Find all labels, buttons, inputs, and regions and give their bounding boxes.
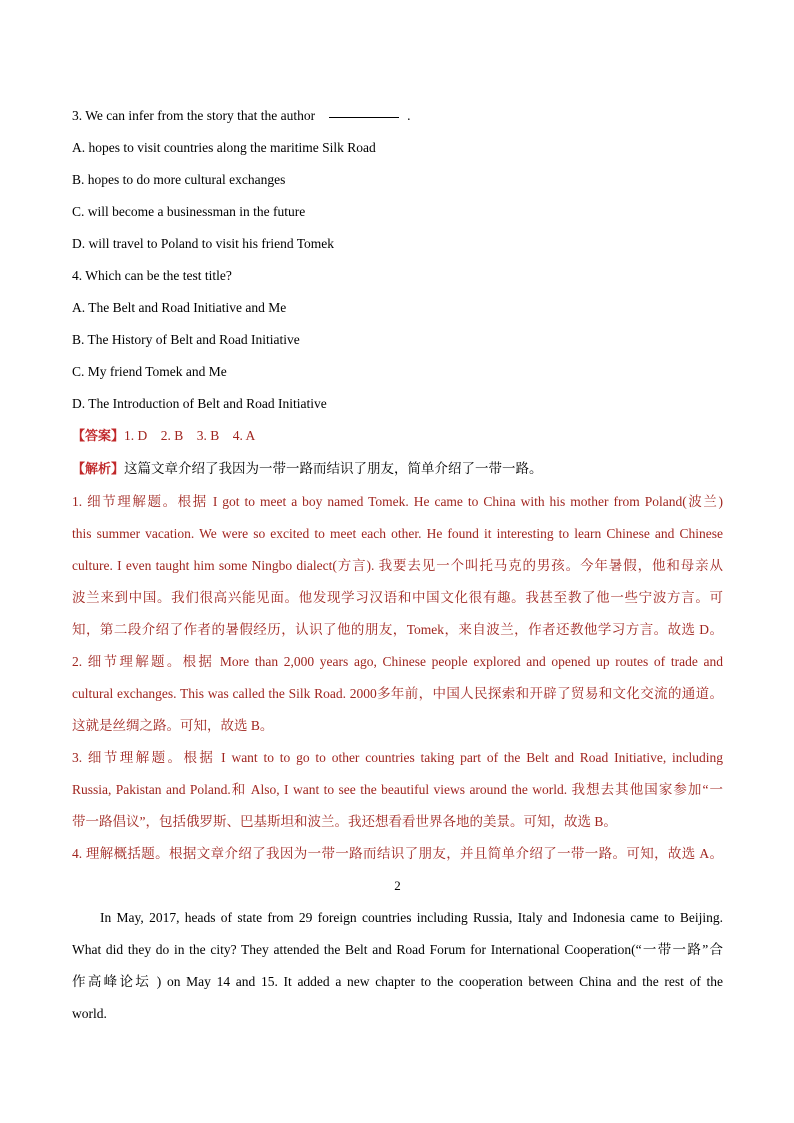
document-page <box>72 100 723 1030</box>
analysis-item-4 <box>72 838 723 870</box>
analysis-intro-text: 这篇文章介绍了我因为一带一路而结识了朋友，简单介绍了一带一路。 <box>124 461 543 476</box>
analysis-line: 1. 细节理解题。根据 I got to meet a boy named Tomek. He came to China with his mother from Poland(波兰) <box>72 494 723 509</box>
passage-line: What did they do in the city? They attended the Belt and Road Forum for International Cooperation(“一带一路”合 <box>72 942 723 957</box>
passage-line: world. <box>72 1006 107 1021</box>
answer-text: 1. D 2. B 3. B 4. A <box>124 428 256 443</box>
analysis-intro <box>72 453 723 486</box>
answer-blank <box>329 116 399 118</box>
answer-key <box>72 420 723 453</box>
analysis-item-3 <box>72 742 723 838</box>
analysis-line: 3. 细节理解题。根据 I want to to go to other countries taking part of the Belt and Road Initiative, including <box>72 750 723 765</box>
passage-line: 作高峰论坛 ) on May 14 and 15. It added a new chapter to the cooperation between China and the rest of the <box>72 974 723 989</box>
analysis-line: 波兰来到中国。我们很高兴能见面。他发现学习汉语和中国文化很有趣。我甚至教了他一些宁波方言。可 <box>72 590 723 605</box>
question-3-option-c: C. will become a businessman in the future <box>72 204 306 219</box>
question-4-option-b: B. The History of Belt and Road Initiative <box>72 332 300 347</box>
answer-tag: 【答案】 <box>72 429 125 444</box>
analysis-line: 4. 理解概括题。根据文章介绍了我因为一带一路而结识了朋友，并且简单介绍了一带一路。可知，故选 A。 <box>72 846 723 861</box>
analysis-line: 知，第二段介绍了作者的暑假经历，认识了他的朋友，Tomek，来自波兰，作者还教他学习方言。故选 D。 <box>72 622 723 637</box>
question-3-option-d: D. will travel to Poland to visit his friend Tomek <box>72 236 335 251</box>
passage <box>72 902 723 1030</box>
analysis-line: 2. 细节理解题。根据 More than 2,000 years ago, Chinese people explored and opened up routes of trade and <box>72 654 723 669</box>
analysis-line: culture. I even taught him some Ningbo dialect(方言). 我要去见一个叫托马克的男孩。今年暑假，他和母亲从 <box>72 558 723 573</box>
question-3-stem <box>72 100 723 132</box>
analysis-line: 这就是丝绸之路。可知，故选 B。 <box>72 718 274 733</box>
analysis-line: Russia, Pakistan and Poland.和 Also, I want to see the beautiful views around the world. 我想去其他国家参加“一 <box>72 782 723 797</box>
section-number: 2 <box>394 878 401 893</box>
analysis-item-1 <box>72 486 723 646</box>
question-3-option-a: A. hopes to visit countries along the maritime Silk Road <box>72 140 376 155</box>
question-4-option-d: D. The Introduction of Belt and Road Initiative <box>72 396 327 411</box>
analysis-line: this summer vacation. We were so excited to meet each other. He found it interesting to learn Chinese and Chinese <box>72 526 723 541</box>
analysis-tag: 【解析】 <box>72 462 125 477</box>
question-4-option-c: C. My friend Tomek and Me <box>72 364 227 379</box>
question-3-suffix: . <box>407 108 411 123</box>
question-4-option-a: A. The Belt and Road Initiative and Me <box>72 300 287 315</box>
analysis-line: cultural exchanges. This was called the Silk Road. 2000多年前，中国人民探索和开辟了贸易和文化交流的通道。 <box>72 686 723 701</box>
passage-line: In May, 2017, heads of state from 29 foreign countries including Russia, Italy and Indonesia came to Beijing. <box>100 910 723 925</box>
question-3-option-b: B. hopes to do more cultural exchanges <box>72 172 286 187</box>
question-3-text: 3. We can infer from the story that the author <box>72 108 316 123</box>
question-4-stem: 4. Which can be the test title? <box>72 268 232 283</box>
analysis-item-2 <box>72 646 723 742</box>
analysis-line: 带一路倡议”，包括俄罗斯、巴基斯坦和波兰。我还想看看世界各地的美景。可知，故选 B。 <box>72 814 617 829</box>
